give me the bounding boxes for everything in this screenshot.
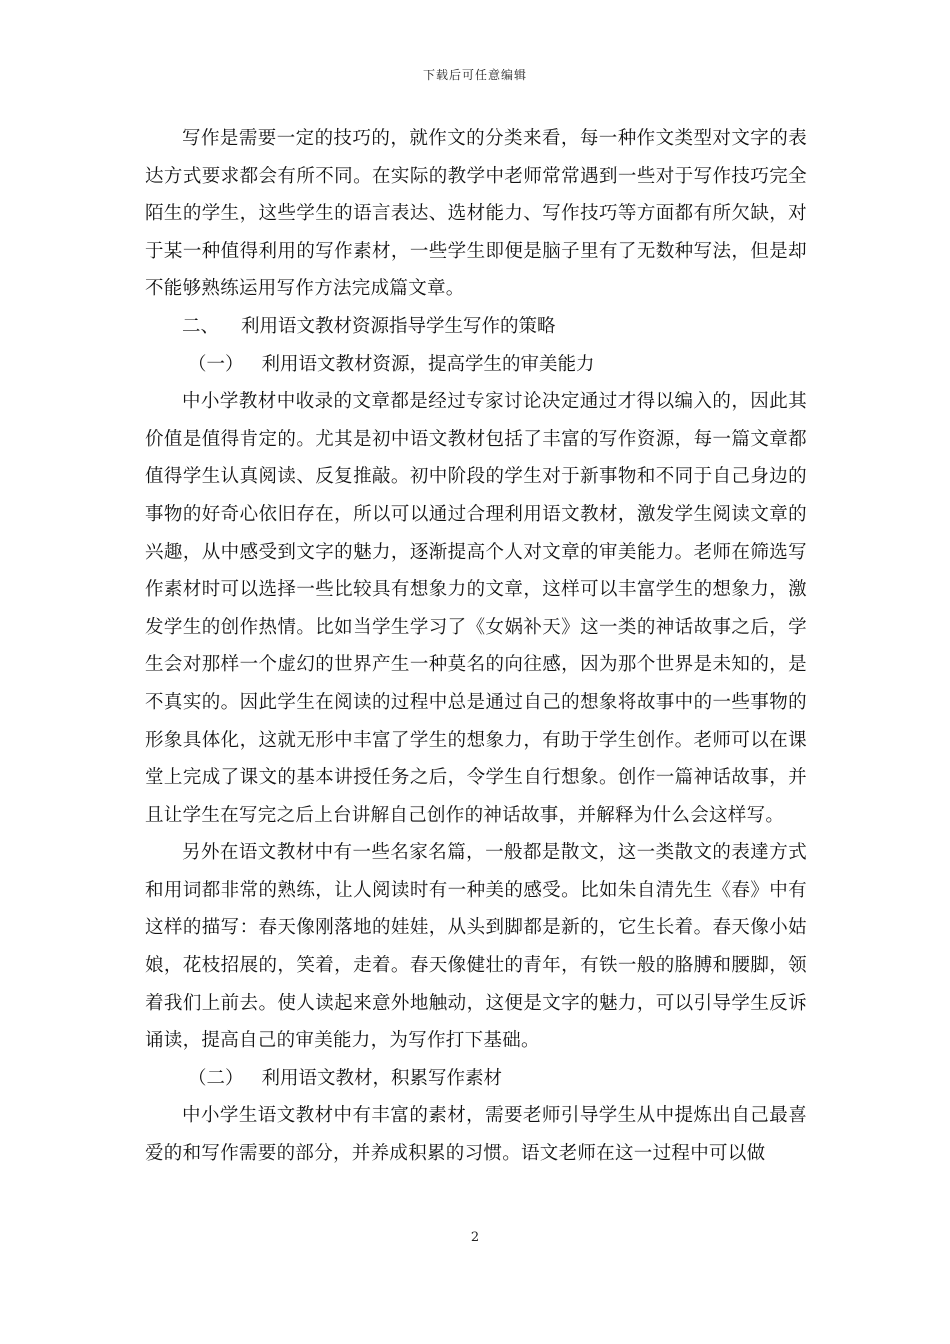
subsection-heading-1	[145, 346, 807, 384]
page-number: 2	[470, 1230, 480, 1245]
section-heading	[145, 308, 807, 346]
document-body	[145, 120, 807, 1173]
subsection-title: 利用语文教材资源，提高学生的审美能力	[261, 353, 595, 375]
paragraph-accumulate-materials: 中小学生语文教材中有丰富的素材，需要老师引导学生从中提炼出自己最喜爱的和写作需要的部分，并养成积累的习惯。语文老师在这一过程中可以做	[145, 1105, 807, 1165]
paragraph-famous-essays: 另外在语文教材中有一些名家名篇，一般都是散文，这一类散文的表達方式和用词都非常的熟练，让人阅读时有一种美的感受。比如朱自清先生《春》中有这样的描写：春天像刚落地的娃娃，从头到脚都是新的，它生长着。春天像小姑娘，花枝招展的，笑着，走着。春天像健壮的青年，有铁一般的胳膊和腰脚，领着我们上前去。使人读起来意外地触动，这便是文字的魅力，可以引导学生反诉诵读，提高自己的审美能力，为写作打下基础。	[145, 842, 807, 1052]
subsection-title: 利用语文教材，积累写作素材	[261, 1067, 503, 1089]
paragraph-textbook-value: 中小学教材中收录的文章都是经过专家讨论决定通过才得以编入的，因此其价值是值得肯定的。尤其是初中语文教材包括了丰富的写作资源，每一篇文章都值得学生认真阅读、反复推敲。初中阶段的学生对于新事物和不同于自己身边的事物的好奇心依旧存在，所以可以通过合理利用语文教材，激发学生阅读文章的兴趣，从中感受到文字的魅力，逐渐提高个人对文章的审美能力。老师在筛选写作素材时可以选择一些比较具有想象力的文章，这样可以丰富学生的想象力，激发学生的创作热情。比如当学生学习了《女娲补天》这一类的神话故事之后，学生会对那样一个虚幻的世界产生一种莫名的向往感，因为那个世界是未知的，是不真实的。因此学生在阅读的过程中总是通过自己的想象将故事中的一些事物的形象具体化，这就无形中丰富了学生的想象力，有助于学生创作。老师可以在课堂上完成了课文的基本讲授任务之后，令学生自行想象。创作一篇神话故事，并且让学生在写完之后上台讲解自己创作的神话故事，并解释为什么会这样写。	[145, 391, 807, 826]
section-title: 利用语文教材资源指导学生写作的策略	[241, 315, 556, 337]
paragraph-writing-skills: 写作是需要一定的技巧的，就作文的分类来看，每一种作文类型对文字的表达方式要求都会有所不同。在实际的教学中老师常常遇到一些对于写作技巧完全陌生的学生，这些学生的语言表达、选材能力、写作技巧等方面都有所欠缺，对于某一种值得利用的写作素材，一些学生即便是脑子里有了无数种写法，但是却不能够熟练运用写作方法完成篇文章。	[145, 128, 807, 300]
subsection-heading-2	[145, 1060, 807, 1098]
page-header: 下载后可任意编辑	[422, 68, 527, 82]
subsection-number: （二）	[188, 1067, 244, 1089]
subsection-number: （一）	[188, 353, 244, 375]
section-number: 二、	[182, 315, 220, 337]
